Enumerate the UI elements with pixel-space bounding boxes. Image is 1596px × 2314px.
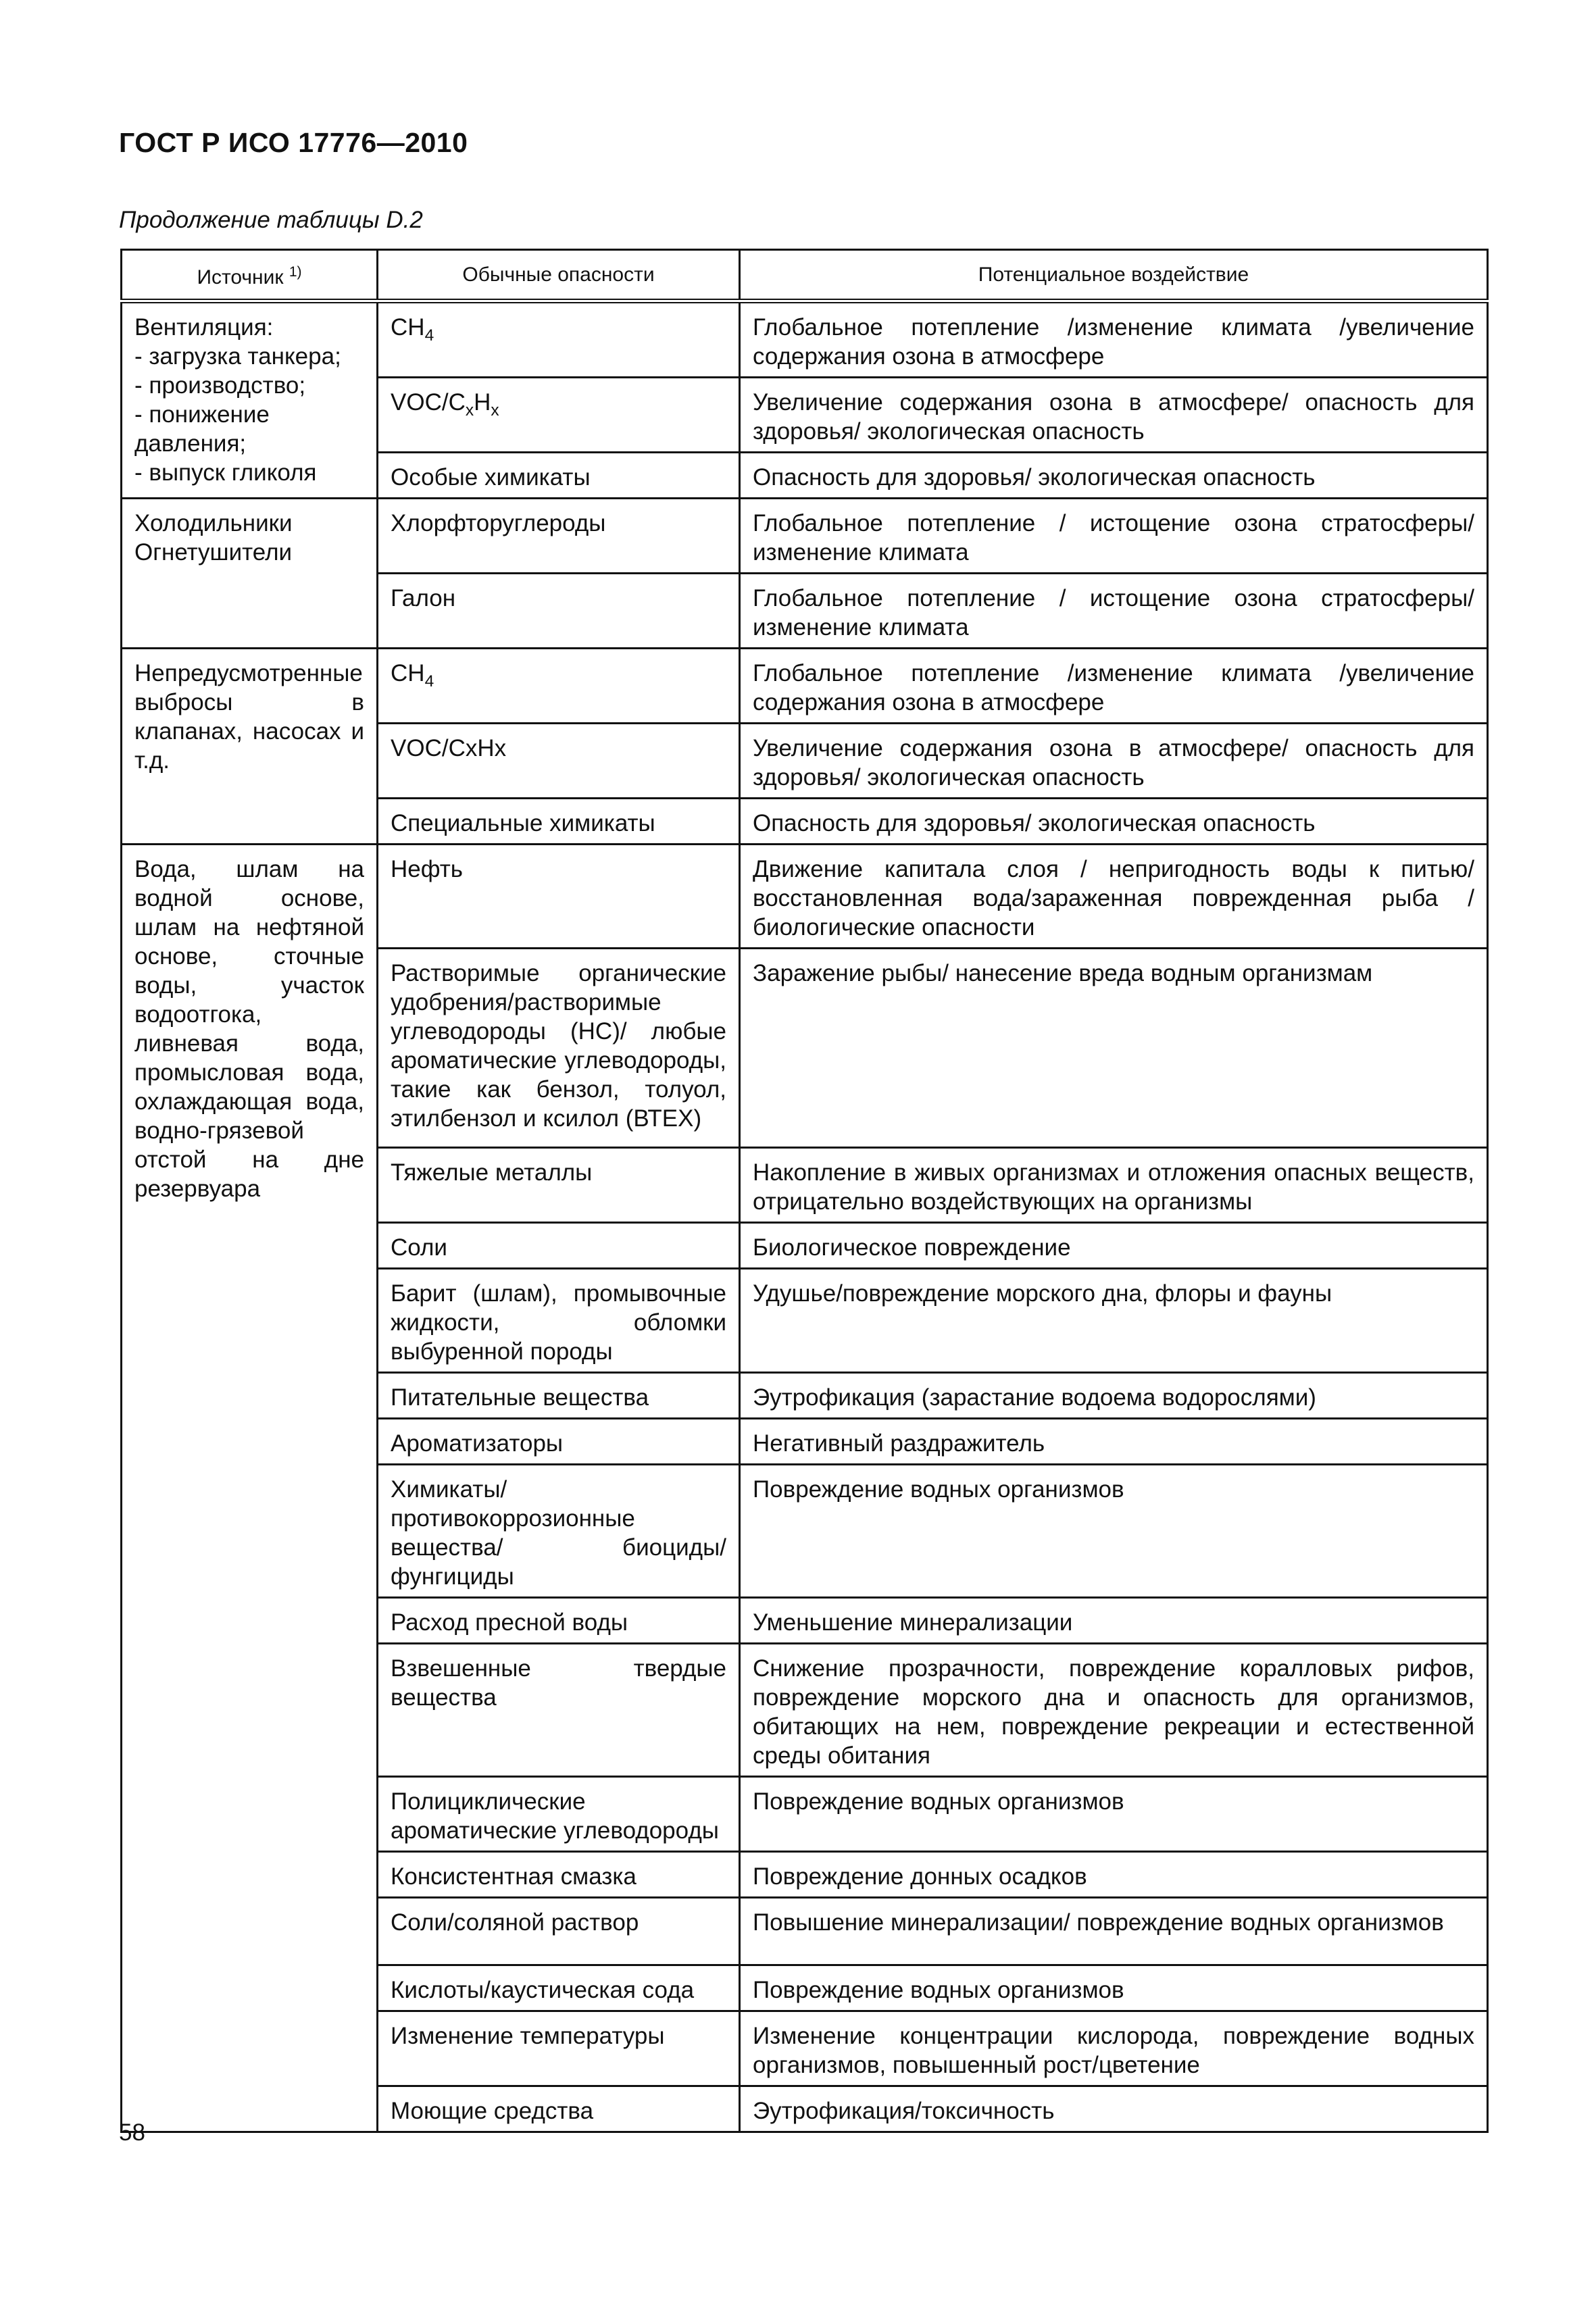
hazard-cell: Изменение температуры — [378, 2011, 740, 2086]
hazard-cell: Взвешенные твердые вещества — [378, 1644, 740, 1777]
hazard-cell: $CH_4$ — [378, 649, 740, 724]
impact-cell: Увеличение содержания озона в атмосфере/ опасность для здоровья/ экологическая опасность — [740, 724, 1488, 799]
impact-cell: Снижение прозрачности, повреждение коралловых рифов, повреждение морского дна и опасность для организмов, обитающих на нем, повреждение рекреации и естественной среды обитания — [740, 1644, 1488, 1777]
table-row — [122, 649, 1488, 724]
page-number: 58 — [119, 2119, 145, 2146]
hazard-cell: Соли — [378, 1223, 740, 1269]
impact-cell: Глобальное потепление / истощение озона стратосферы/ изменение климата — [740, 499, 1488, 574]
impact-cell: Биологическое повреждение — [740, 1223, 1488, 1269]
impact-cell: Повреждение донных осадков — [740, 1852, 1488, 1898]
hazard-cell: Консистентная смазка — [378, 1852, 740, 1898]
hazard-cell: Растворимые органические удобрения/растворимые углеводороды (НС)/ любые ароматические углеводороды, такие как бензол, толуол, этилбензол и ксилол (ВТЕХ) — [378, 949, 740, 1148]
hazard-cell: Галон — [378, 574, 740, 649]
impact-cell: Эутрофикация/токсичность — [740, 2086, 1488, 2132]
column-header-hazards: Обычные опасности — [378, 250, 740, 301]
hazard-cell: $CH_4$ — [378, 301, 740, 378]
table-caption: Продолжение таблицы D.2 — [119, 207, 423, 233]
impact-cell: Опасность для здоровья/ экологическая опасность — [740, 799, 1488, 845]
impact-cell: Глобальное потепление / истощение озона стратосферы/ изменение климата — [740, 574, 1488, 649]
impact-cell: Заражение рыбы/ нанесение вреда водным организмам — [740, 949, 1488, 1148]
footnote-mark: 1) — [289, 264, 302, 280]
impact-cell: Движение капитала слоя / непригодность воды к питью/ восстановленная вода/зараженная поврежденная рыба / биологические опасности — [740, 845, 1488, 949]
impact-cell: Увеличение содержания озона в атмосфере/ опасность для здоровья/ экологическая опасность — [740, 378, 1488, 453]
hazard-cell: Тяжелые металлы — [378, 1148, 740, 1223]
hazard-cell: Кислоты/каустическая сода — [378, 1965, 740, 2011]
impact-cell: Повреждение водных организмов — [740, 1777, 1488, 1852]
table-row — [122, 499, 1488, 574]
table-row — [122, 845, 1488, 949]
source-cell: Вентиляция: - загрузка танкера; - производство; - понижение давления; - выпуск гликоля — [122, 301, 378, 499]
hazard-cell: Ароматизаторы — [378, 1419, 740, 1465]
table-row — [122, 301, 1488, 378]
hazard-cell: Барит (шлам), промывочные жидкости, обломки выбуренной породы — [378, 1269, 740, 1373]
hazard-cell: Хлорфторуглероды — [378, 499, 740, 574]
hazard-cell: Специальные химикаты — [378, 799, 740, 845]
document-header: ГОСТ Р ИСО 17776—2010 — [119, 127, 468, 158]
hazards-table — [120, 249, 1489, 2133]
hazard-cell: Нефть — [378, 845, 740, 949]
impact-cell: Глобальное потепление /изменение климата /увеличение содержания озона в атмосфере — [740, 301, 1488, 378]
table-body — [122, 301, 1488, 2132]
source-cell: Холодильники Огнетушители — [122, 499, 378, 649]
impact-cell: Опасность для здоровья/ экологическая опасность — [740, 453, 1488, 499]
impact-cell: Глобальное потепление /изменение климата /увеличение содержания озона в атмосфере — [740, 649, 1488, 724]
hazard-cell: Особые химикаты — [378, 453, 740, 499]
column-header-impact: Потенциальное воздействие — [740, 250, 1488, 301]
hazard-cell: Питательные вещества — [378, 1373, 740, 1419]
table-header-row — [122, 250, 1488, 301]
impact-cell: Изменение концентрации кислорода, повреждение водных организмов, повышенный рост/цветение — [740, 2011, 1488, 2086]
hazard-cell: Соли/соляной раствор — [378, 1898, 740, 1965]
impact-cell: Уменьшение минерализации — [740, 1598, 1488, 1644]
impact-cell: Повышение минерализации/ повреждение водных организмов — [740, 1898, 1488, 1965]
hazard-cell: Полициклические ароматические углеводороды — [378, 1777, 740, 1852]
source-cell: Вода, шлам на водной основе, шлам на нефтяной основе, сточные воды, участок водоотгока, ливневая вода, промысловая вода, охлаждающая вода, водно-грязевой отстой на дне резервуара — [122, 845, 378, 2132]
hazard-cell: Расход пресной воды — [378, 1598, 740, 1644]
impact-cell: Повреждение водных организмов — [740, 1965, 1488, 2011]
impact-cell: Накопление в живых организмах и отложения опасных веществ, отрицательно воздействующих на организмы — [740, 1148, 1488, 1223]
hazard-cell: Химикаты/ противокоррозионные вещества/ биоциды/ фунгициды — [378, 1465, 740, 1598]
hazard-cell: VOC/CxHx — [378, 724, 740, 799]
hazard-cell: Моющие средства — [378, 2086, 740, 2132]
hazard-cell: VOC/$C_xH_x$ — [378, 378, 740, 453]
impact-cell: Негативный раздражитель — [740, 1419, 1488, 1465]
source-cell: Непредусмотренные выбросы в клапанах, насосах и т.д. — [122, 649, 378, 845]
column-header-source: Источник $^{1)}$ — [122, 250, 378, 301]
impact-cell: Эутрофикация (зарастание водоема водорослями) — [740, 1373, 1488, 1419]
impact-cell: Удушье/повреждение морского дна, флоры и фауны — [740, 1269, 1488, 1373]
impact-cell: Повреждение водных организмов — [740, 1465, 1488, 1598]
